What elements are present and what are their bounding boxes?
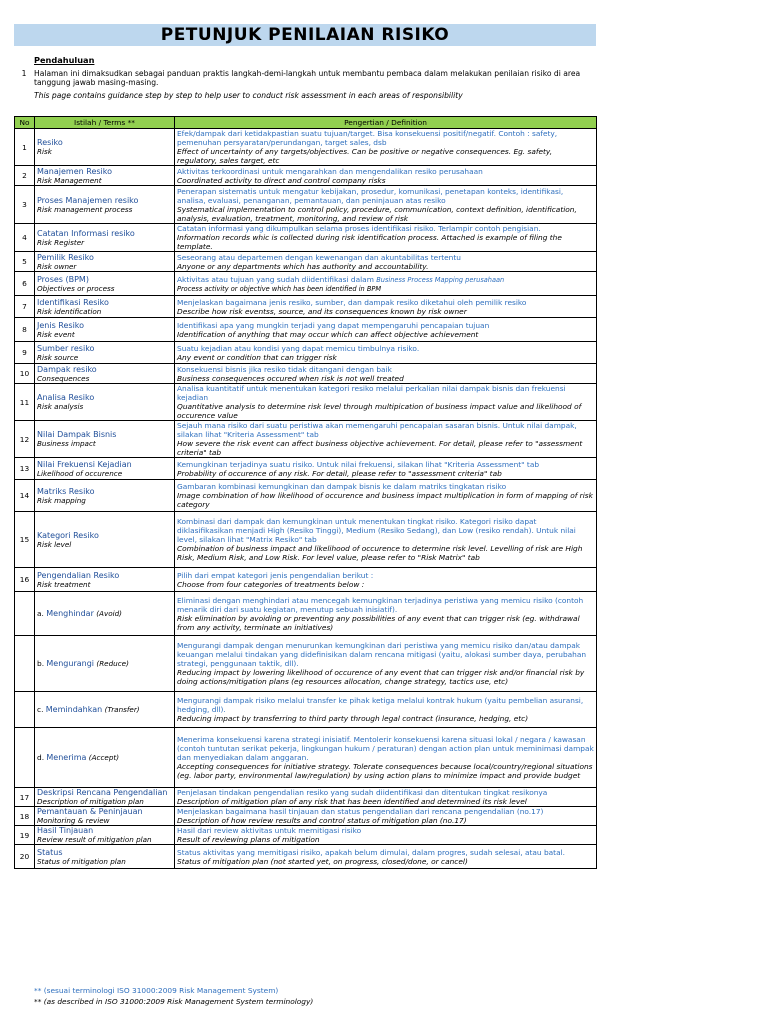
term-en: Risk owner (37, 261, 77, 271)
table-header-row (15, 117, 597, 129)
row-number: 9 (15, 342, 35, 364)
table-row (15, 568, 597, 592)
definition-cell (175, 728, 597, 788)
definition-id: Penerapan sistematis untuk mengatur kebijakan, prosedur, komunikasi, penetapan konteks, identifikasi, analisa, evaluasi, penanganan, pemantauan, dan peninjauan atas resiko (177, 186, 564, 205)
definition-cell (175, 384, 597, 421)
definition-id: Suatu kejadian atau kondisi yang dapat memicu timbulnya risiko. (177, 343, 420, 353)
definition-cell (175, 186, 597, 224)
treatment-term-cell: a. Menghindar (Avoid) (35, 592, 175, 636)
term-id: Pemantauan & Peninjauan (37, 807, 143, 816)
treatment-term: Memindahkan (45, 705, 103, 714)
term-cell (35, 458, 175, 480)
term-cell (35, 364, 175, 384)
definition-cell (175, 129, 597, 166)
term-id: Pengendalian Resiko (37, 570, 120, 580)
definition-id-extra: Business Process Mapping perusahaan (376, 275, 505, 284)
table-row (15, 129, 597, 166)
definition-id: Hasil dari review aktivitas untuk memitigasi risiko (177, 826, 362, 835)
term-id: Manajemen Resiko (37, 166, 113, 176)
definition-cell (175, 636, 597, 692)
footer-note-en: ** (as described in ISO 31000:2009 Risk Management System terminology) (34, 997, 314, 1006)
term-cell (35, 480, 175, 512)
row-number: 4 (15, 224, 35, 252)
term-en: Consequences (37, 373, 90, 383)
term-en: Review result of mitigation plan (37, 835, 152, 844)
treatment-term: Menghindar (46, 609, 94, 618)
definition-cell (175, 692, 597, 728)
table-row (15, 252, 597, 272)
row-number: 15 (15, 512, 35, 568)
term-cell (35, 296, 175, 318)
term-cell (35, 186, 175, 224)
term-en: Risk treatment (37, 579, 91, 589)
definition-id: Aktivitas atau tujuan yang sudah diidentifikasi dalam Business Process Mapping perusahaan (177, 274, 505, 284)
definition-id: Identifikasi apa yang mungkin terjadi yang dapat mempengaruhi pencapaian tujuan (177, 320, 490, 330)
term-id: Deskripsi Rencana Pengendalian (37, 788, 168, 797)
term-en: Risk level (37, 539, 72, 549)
row-number: 7 (15, 296, 35, 318)
definition-id: Menerima konsekuensi karena strategi inisiatif. Mentolerir konsekuensi karena situasi lokal / negara / kawasan (contoh tuntutan serikat pekerja, lingkungan hukum / peraturan) dengan action plan untuk meminimasi dampak dan menyediakan dalam anggaran. (177, 735, 594, 762)
intro-text-id: Halaman ini dimaksudkan sebagai panduan praktis langkah-demi-langkah untuk membantu pembaca dalam melakukan penilaian risiko di area tanggung jawab masing-masing. (34, 69, 581, 87)
treatment-term-cell: d. Menerima (Accept) (35, 728, 175, 788)
definition-en: Process activity or objective which has been identified in BPM (177, 284, 382, 293)
table-row (15, 421, 597, 458)
definition-id: Aktivitas terkoordinasi untuk mengarahkan dan mengendalikan resiko perusahaan (177, 166, 483, 176)
treatment-term-cell: b. Mengurangi (Reduce) (35, 636, 175, 692)
table-row (15, 318, 597, 342)
definition-id: Catatan informasi yang dikumpulkan selama proses identifikasi risiko. Terlampir contoh pengisian. (177, 224, 541, 233)
row-number: 13 (15, 458, 35, 480)
term-en: Risk Register (37, 237, 85, 247)
term-id: Analisa Resiko (37, 393, 95, 402)
term-cell (35, 512, 175, 568)
definition-id: Kemungkinan terjadinya suatu risiko. Untuk nilai frekuensi, silakan lihat "Kriteria Assessment" tab (177, 459, 540, 469)
definition-en: Anyone or any departments which has authority and accountability. (177, 261, 429, 271)
row-number: 19 (15, 826, 35, 845)
table-row (15, 788, 597, 807)
treatment-term-en: Reduce (99, 659, 127, 668)
definition-cell (175, 788, 597, 807)
table-row (15, 512, 597, 568)
definition-cell (175, 224, 597, 252)
row-number: 17 (15, 788, 35, 807)
definition-cell (175, 568, 597, 592)
treatment-term-en: Avoid (99, 609, 120, 618)
definition-en: Effect of uncertainty of any targets/objectives. Can be positive or negative consequences. Eg. safety, regulatory, sales target, etc (177, 147, 553, 165)
definition-en: Description of mitigation plan of any risk that has been identified and determined its risk level (177, 797, 527, 806)
term-en: Likelihood of occurence (37, 468, 123, 478)
intro-text-en: This page contains guidance step by step to help user to conduct risk assessment in each areas of responsibility (34, 91, 463, 100)
treatment-term-en: Transfer (107, 705, 137, 714)
definition-en: How severe the risk event can affect business objective achievement. For detail, please refer to "assessment criteria" tab (177, 439, 583, 457)
table-row (15, 296, 597, 318)
definition-cell (175, 296, 597, 318)
row-number: 20 (15, 845, 35, 869)
treatment-term-en: Accept (91, 753, 117, 762)
table-row (15, 186, 597, 224)
term-id: Resiko (37, 138, 63, 147)
row-number: 18 (15, 807, 35, 826)
row-number: 6 (15, 272, 35, 296)
definition-en: Systematical implementation to control policy, procedure, communication, context definition, identification, analysis, evaluation, treatment, monitoring, and review of risk (177, 204, 577, 223)
definition-en: Result of reviewing plans of mitigation (177, 835, 320, 844)
term-cell (35, 826, 175, 845)
definition-cell (175, 342, 597, 364)
term-id: Kategori Resiko (37, 530, 99, 540)
table-row (15, 845, 597, 869)
intro-heading: Pendahuluan (34, 55, 95, 65)
term-cell (35, 272, 175, 296)
table-row (15, 807, 597, 826)
term-cell (35, 342, 175, 364)
definition-id: Menjelaskan bagaimana hasil tinjauan dan status pengendalian dari rencana pengendalian (no.17) (177, 807, 544, 816)
row-number: 11 (15, 384, 35, 421)
treatment-term-cell: c. Memindahkan (Transfer) (35, 692, 175, 728)
definition-cell (175, 845, 597, 869)
row-number: 10 (15, 364, 35, 384)
term-en: Risk management process (37, 204, 133, 214)
footer-notes (34, 985, 313, 1007)
table-row (15, 458, 597, 480)
row-number: 5 (15, 252, 35, 272)
term-id: Proses (BPM) (37, 274, 89, 284)
intro-section (14, 55, 596, 100)
term-cell (35, 129, 175, 166)
definition-cell (175, 807, 597, 826)
term-en: Description of mitigation plan (37, 797, 144, 806)
term-cell (35, 788, 175, 807)
treatment-letter: d. (37, 753, 45, 762)
definition-en: Risk elimination by avoiding or preventing any possibilities of any event that can trigger risk (eg. withdrawal from any activity, terminate an initiatives) (177, 613, 580, 632)
term-cell (35, 807, 175, 826)
definition-cell (175, 480, 597, 512)
definition-en: Combination of business impact and likelihood of occurence to determine risk level. Levelling of risk are High Risk, Medium Risk, and Low Risk. For level value, please refer to "Risk Matrix" tab (177, 544, 583, 562)
term-en: Risk identification (37, 306, 102, 316)
row-number-empty (15, 636, 35, 692)
table-row (15, 384, 597, 421)
term-en: Monitoring & review (37, 816, 110, 825)
treatment-letter: a. (37, 609, 44, 618)
definition-id: Pilih dari empat kategori jenis pengendalian berikut : (177, 570, 374, 580)
row-number: 1 (15, 129, 35, 166)
term-id: Matriks Resiko (37, 486, 95, 496)
row-number-empty (15, 728, 35, 788)
definition-id: Penjelasan tindakan pengendalian resiko yang sudah diidentifikasi dan ditentukan tingkat resikonya (177, 788, 548, 797)
table-row (15, 272, 597, 296)
term-en: Risk Management (37, 175, 102, 185)
row-number-empty (15, 592, 35, 636)
term-en: Business impact (37, 439, 96, 448)
term-id: Identifikasi Resiko (37, 297, 109, 307)
table-row (15, 636, 597, 692)
definition-id: Eliminasi dengan menghindari atau mencegah kemungkinan terjadinya peristiwa yang memicu risiko (contoh menarik diri dari suatu kegiatan, menutup sebuah inisiatif). (177, 595, 584, 614)
term-en: Risk mapping (37, 495, 86, 505)
definition-en: Reducing impact by lowering likelihood of occurence of any event that can trigger risk and/or financial risk by doing actions/mitigation plans (eg resources allocation, change strategy, tactics use, etc) (177, 668, 585, 686)
table-row (15, 480, 597, 512)
definition-id: Efek/dampak dari ketidakpastian suatu tujuan/target. Bisa konsekuensi positif/negatif. Contoh : safety, pemenuhan persyaratan/perundangan, target sales, dsb (177, 129, 558, 147)
term-cell (35, 166, 175, 186)
term-cell (35, 845, 175, 869)
definition-id: Status aktivitas yang memitigasi risiko, apakah belum dimulai, dalam progres, sudah selesai, atau batal. (177, 847, 566, 857)
definition-en: Choose from four categories of treatments below : (177, 579, 365, 589)
row-number: 14 (15, 480, 35, 512)
definition-cell (175, 166, 597, 186)
definition-cell (175, 252, 597, 272)
row-number: 12 (15, 421, 35, 458)
definition-en: Status of mitigation plan (not started yet, on progress, closed/done, or cancel) (177, 856, 468, 866)
term-id: Hasil Tinjauan (37, 826, 94, 835)
definition-cell (175, 364, 597, 384)
definition-en: Coordinated activity to direct and control company risks (177, 175, 386, 185)
term-en: Risk event (37, 329, 75, 339)
intro-number: 1 (21, 69, 27, 78)
table-row (15, 224, 597, 252)
term-en: Risk analysis (37, 402, 84, 411)
treatment-term: Menerima (46, 753, 87, 762)
header-definition: Pengertian / Definition (175, 117, 597, 129)
definition-en: Image combination of how likelihood of occurence and business impact multiplication in form of mapping of risk category (177, 491, 593, 509)
row-number: 2 (15, 166, 35, 186)
definition-id: Kombinasi dari dampak dan kemungkinan untuk menentukan tingkat risiko. Kategori risiko dapat diklasifikasikan menjadi High (Resiko Tinggi), Medium (Resiko Sedang), dan Low (resiko rendah). Untuk nilai level, silakan lihat "Matrix Resiko" tab (177, 517, 576, 544)
treatment-term: Mengurangi (46, 659, 95, 668)
term-id: Sumber resiko (37, 343, 95, 353)
definition-id: Menjelaskan bagaimana jenis resiko, sumber, dan dampak resiko diketahui oleh pemilik resiko (177, 297, 527, 307)
definition-id: Analisa kuantitatif untuk menentukan kategori resiko melalui perkalian nilai dampak bisnis dan frekuensi kejadian (177, 384, 566, 402)
definition-id: Konsekuensi bisnis jika resiko tidak ditangani dengan baik (177, 364, 392, 374)
term-en: Risk (37, 147, 52, 156)
table-row (15, 166, 597, 186)
term-id: Nilai Dampak Bisnis (37, 430, 117, 439)
definition-en: Reducing impact by transferring to third party through legal contract (insurance, hedging, etc) (177, 714, 529, 723)
definition-en: Business consequences occured when risk is not well treated (177, 373, 404, 383)
terms-table (14, 116, 597, 869)
term-id: Nilai Frekuensi Kejadian (37, 459, 132, 469)
treatment-letter: c. (37, 705, 44, 714)
definition-id: Seseorang atau departemen dengan kewenangan dan akuntabilitas tertentu (177, 252, 461, 262)
header-no: No (15, 117, 35, 129)
term-cell (35, 224, 175, 252)
definition-cell (175, 458, 597, 480)
header-term: Istilah / Terms ** (35, 117, 175, 129)
definition-cell (175, 272, 597, 296)
table-row (15, 342, 597, 364)
term-cell (35, 421, 175, 458)
term-id: Jenis Resiko (37, 320, 85, 330)
row-number: 8 (15, 318, 35, 342)
term-id: Proses Manajemen resiko (37, 195, 139, 205)
table-row (15, 364, 597, 384)
row-number-empty (15, 692, 35, 728)
definition-en: Any event or condition that can trigger risk (177, 352, 337, 362)
footer-note-id: ** (sesuai terminologi ISO 31000:2009 Risk Management System) (34, 986, 279, 995)
term-id: Dampak resiko (37, 364, 97, 374)
definition-cell (175, 318, 597, 342)
definition-id: Gambaran kombinasi kemungkinan dan dampak bisnis ke dalam matriks tingkatan risiko (177, 482, 507, 491)
term-cell (35, 568, 175, 592)
term-en: Risk source (37, 352, 79, 362)
definition-en: Information records whic is collected during risk identification process. Attached is example of filing the template. (177, 233, 562, 251)
term-id: Status (37, 847, 63, 857)
definition-cell (175, 421, 597, 458)
table-row (15, 692, 597, 728)
definition-cell (175, 512, 597, 568)
definition-id: Mengurangi dampak risiko melalui transfer ke pihak ketiga melalui kontrak hukum (yaitu pembelian asuransi, hedging, dll). (177, 696, 584, 714)
row-number: 16 (15, 568, 35, 592)
table-row (15, 592, 597, 636)
definition-en: Identification of anything that may occur which can affect objective achievement (177, 329, 479, 339)
page-title: PETUNJUK PENILAIAN RISIKO (14, 24, 596, 46)
definition-en: Accepting consequences for initiative strategy. Tolerate consequences because local/country/regional situations (eg. labor party, environmental law/regulation) by using action plans to minimize impact and provide budget (177, 762, 593, 780)
term-en: Objectives or process (37, 283, 115, 293)
definition-cell (175, 592, 597, 636)
row-number: 3 (15, 186, 35, 224)
definition-id: Sejauh mana risiko dari suatu peristiwa akan memengaruhi pencapaian sasaran bisnis. Untuk nilai dampak, silakan lihat "Kriteria Assessment" tab (177, 421, 577, 439)
term-cell (35, 318, 175, 342)
term-en: Status of mitigation plan (37, 856, 126, 866)
table-row (15, 728, 597, 788)
term-id: Catatan Informasi resiko (37, 228, 135, 238)
term-cell (35, 384, 175, 421)
definition-id: Mengurangi dampak dengan menurunkan kemungkinan dari peristiwa yang memicu risiko dan/atau dampak keuangan melalui tindakan yang didefinisikan dalam rencana mitigasi (yaitu, alokasi sumber daya, perubahan strategi, penggunaan taktik, dll). (177, 641, 587, 668)
table-row (15, 826, 597, 845)
definition-cell (175, 826, 597, 845)
definition-en: Description of how review results and control status of mitigation plan (no.17) (177, 816, 467, 825)
definition-en: Quantitative analysis to determine risk level through multipication of business impact value and likelihood of occurence value (177, 402, 582, 420)
definition-en: Probability of occurence of any risk. For detail, please refer to "assessment criteria" tab (177, 468, 502, 478)
term-cell (35, 252, 175, 272)
definition-en: Describe how risk eventss, source, and its consequences known by risk owner (177, 306, 467, 316)
treatment-letter: b. (37, 659, 45, 668)
term-id: Pemilik Resiko (37, 252, 94, 262)
